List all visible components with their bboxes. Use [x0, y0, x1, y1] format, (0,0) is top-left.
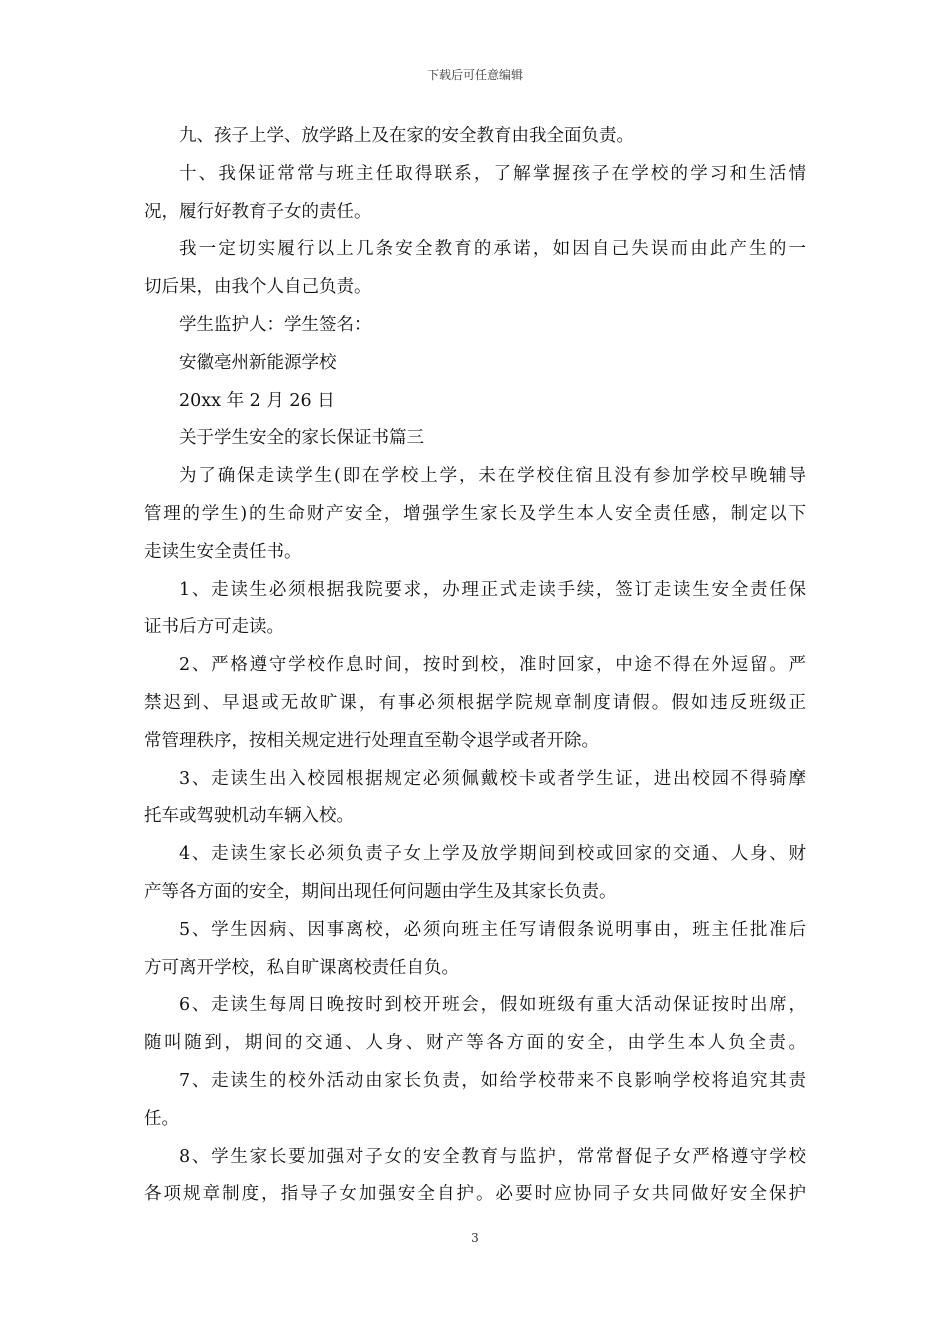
text-line: 8、学生家长要加强对子女的安全教育与监护，常常督促子女严格遵守学校 [179, 1146, 806, 1167]
text-line: 九、孩子上学、放学路上及在家的安全教育由我全面负责。 [179, 126, 634, 146]
text-line: 随叫随到，期间的交通、人身、财产等各方面的安全，由学生本人负全责。 [144, 1033, 806, 1054]
text-line: 2、严格遵守学校作息时间，按时到校，准时回家，中途不得在外逗留。严 [179, 655, 806, 676]
text-line: 证书后方可走读。 [144, 617, 284, 638]
text-line: 方可离开学校，私自旷课离校责任自负。 [144, 957, 459, 978]
page-header: 下载后可任意编辑 [426, 68, 523, 82]
text-line: 4、走读生家长必须负责子女上学及放学期间到校或回家的交通、人身、财 [179, 844, 806, 865]
text-line: 切后果，由我个人自己负责。 [144, 277, 372, 298]
text-line: 常管理秩序，按相关规定进行处理直至勒令退学或者开除。 [144, 730, 599, 751]
text-line: 3、走读生出入校园根据规定必须佩戴校卡或者学生证，进出校园不得骑摩 [179, 768, 806, 789]
text-line: 任。 [144, 1108, 179, 1129]
text-line: 托车或驾驶机动车辆入校。 [144, 806, 354, 827]
text-line: 学生监护人：学生签名： [179, 314, 372, 335]
text-line: 产等各方面的安全，期间出现任何问题由学生及其家长负责。 [144, 881, 617, 902]
text-line: 关于学生安全的家长保证书篇三 [179, 428, 424, 449]
text-line: 我一定切实履行以上几条安全教育的承诺，如因自己失误而由此产生的一 [179, 239, 806, 260]
text-line: 5、学生因病、因事离校，必须向班主任写请假条说明事由，班主任批准后 [179, 919, 806, 940]
text-line: 为了确保走读学生(即在学校上学，未在学校住宿且没有参加学校早晚辅导 [179, 466, 806, 487]
text-line: 20xx 年 2 月 26 日 [179, 390, 335, 411]
text-line: 禁迟到、早退或无故旷课，有事必须根据学院规章制度请假。假如违反班级正 [144, 692, 806, 713]
document-body [144, 118, 806, 1214]
text-line: 6、走读生每周日晚按时到校开班会，假如班级有重大活动保证按时出席， [179, 995, 806, 1016]
text-line: 管理的学生)的生命财产安全，增强学生家长及学生本人安全责任感，制定以下 [144, 503, 806, 524]
text-line: 各项规章制度，指导子女加强安全自护。必要时应协同子女共同做好安全保护 [144, 1184, 806, 1205]
text-line: 安徽亳州新能源学校 [179, 352, 337, 373]
text-line: 走读生安全责任书。 [144, 541, 302, 562]
text-line: 况，履行好教育子女的责任。 [144, 201, 372, 222]
page-number: 3 [471, 1231, 479, 1245]
text-line: 1、走读生必须根据我院要求，办理正式走读手续，签订走读生安全责任保 [179, 579, 806, 600]
text-line: 十、我保证常常与班主任取得联系，了解掌握孩子在学校的学习和生活情 [179, 163, 806, 184]
text-line: 7、走读生的校外活动由家长负责，如给学校带来不良影响学校将追究其责 [179, 1070, 806, 1091]
